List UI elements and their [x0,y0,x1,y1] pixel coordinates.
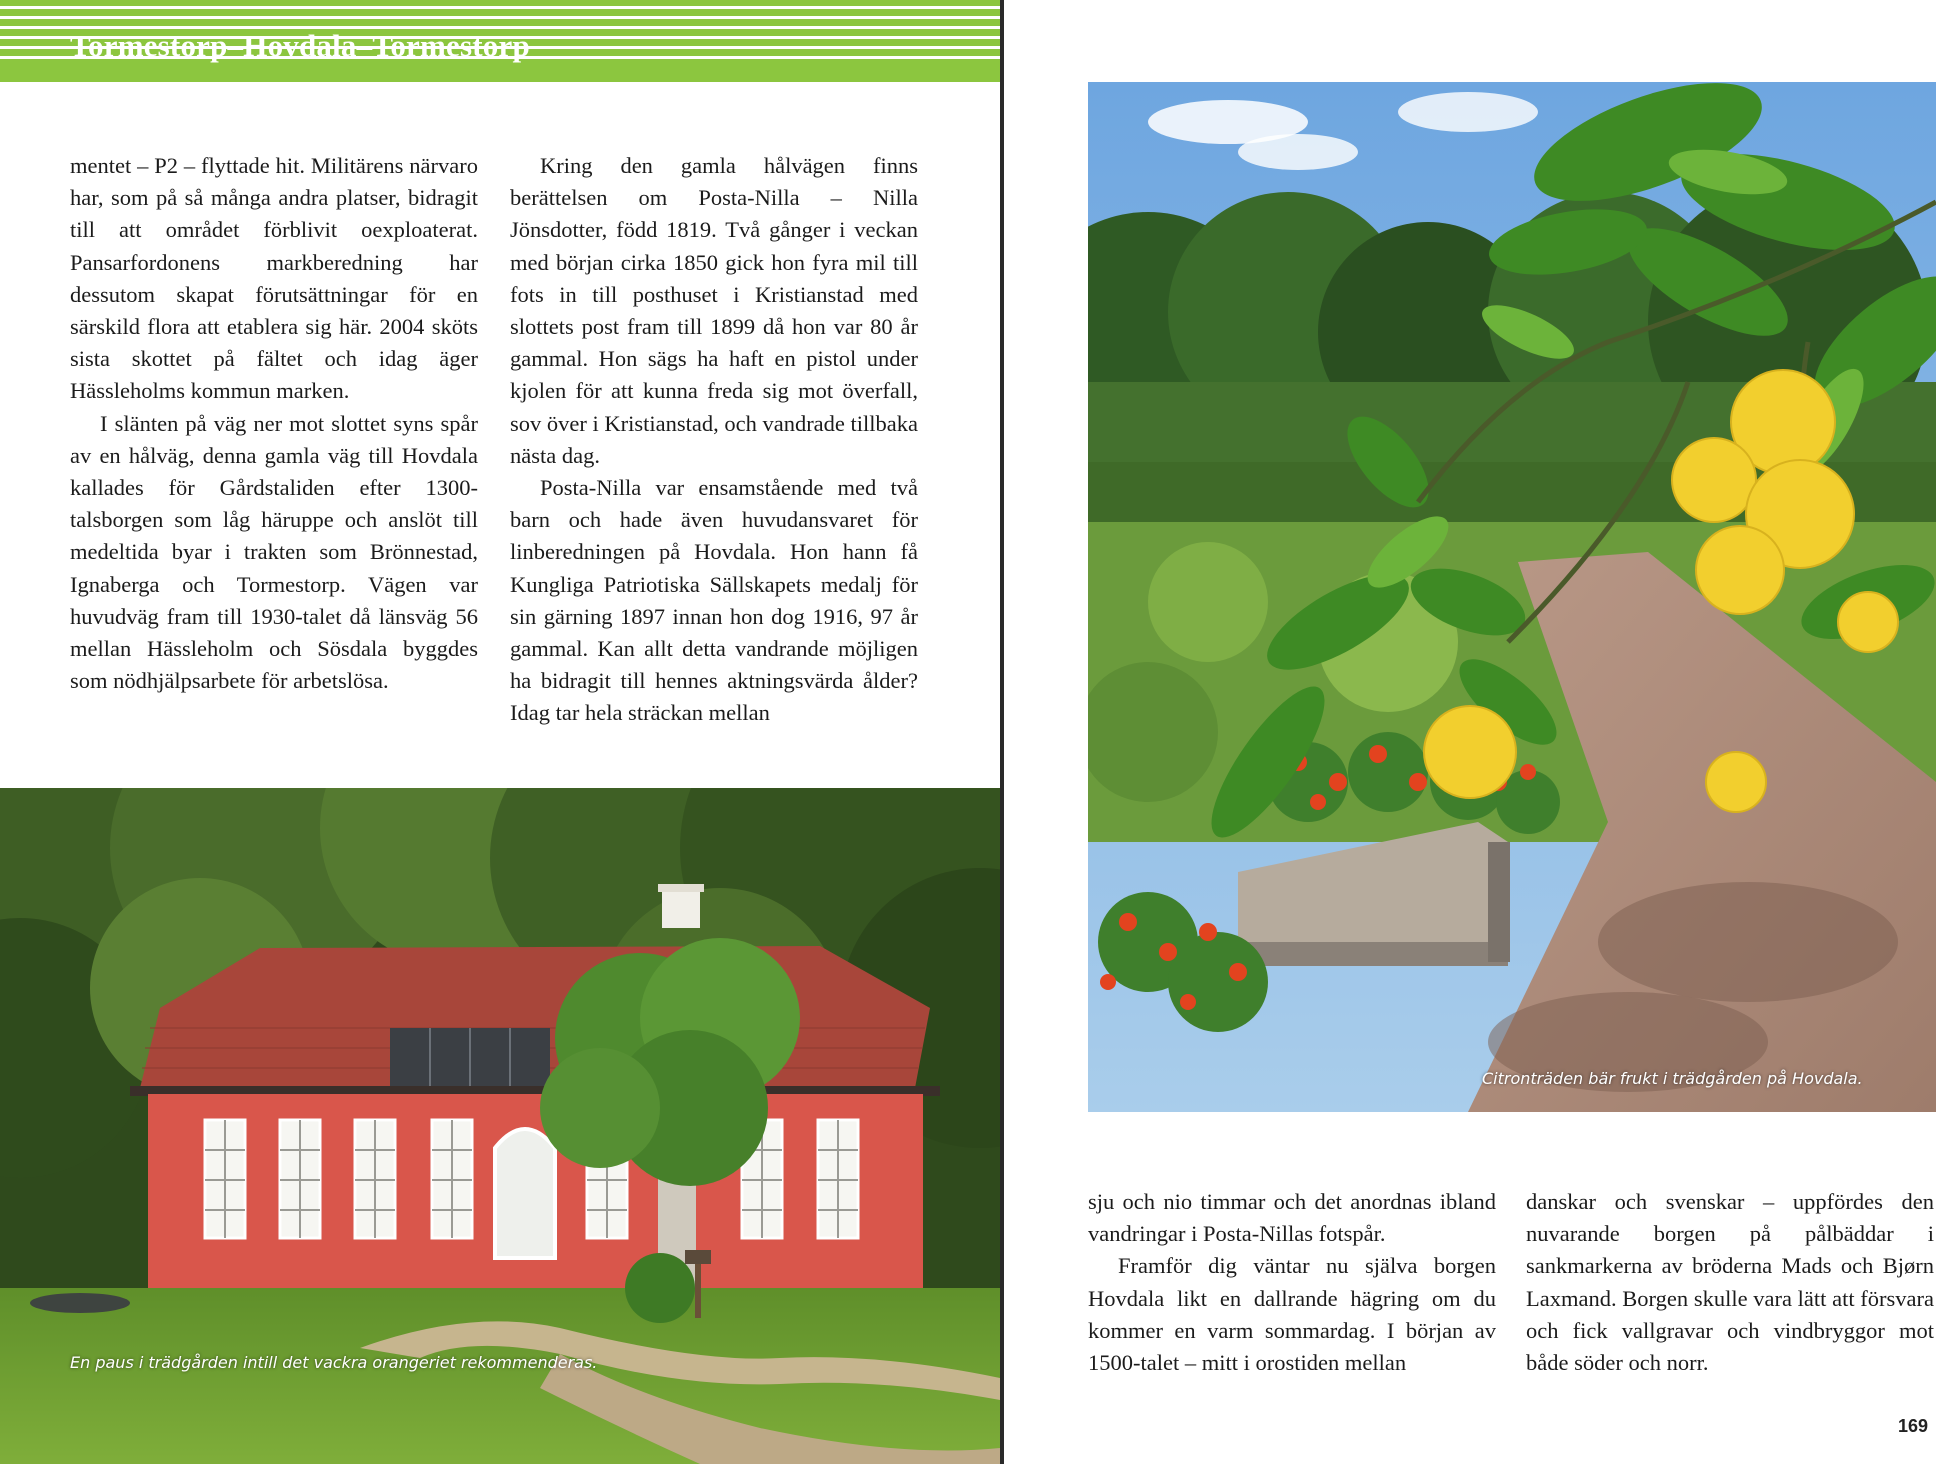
header-stripe [0,6,1000,9]
text-column-left-2 [510,150,918,730]
paragraph: sju och nio timmar och det anordnas ibland vandringar i Posta-Nillas fotspår. [1088,1189,1496,1247]
text-column-left-1 [70,150,478,697]
paragraph: Framför dig väntar nu själva borgen Hovdala likt en dallrande hägring om du kommer en varm sommardag. I början av 1500-talet – mitt i orostiden mellan [1088,1253,1496,1376]
header-band [0,0,1000,82]
running-title: Tormestorp–Hovdala–Tormestorp [70,28,530,63]
right-page [1004,0,1950,1464]
text-column-right-2 [1526,1186,1934,1379]
photo-caption-lemon: Citronträden bär frukt i trädgården på Hovdala. [1482,1069,1863,1088]
paragraph: mentet – P2 – flyttade hit. Militärens närvaro har, som på så många andra platser, bidragit till att området förblivit oexploaterat. Pansarfordonens markberedning har dessutom skapat förutsättningar för en särskild flora att etablera sig här. 2004 sköts sista skottet på fältet och idag äger Hässleholms kommun marken. [70,153,478,404]
lemon-tree-photo [1088,82,1936,1112]
paragraph: I slänten på väg ner mot slottet syns spår av en hålväg, denna gamla väg till Hovdala kallades för Gårdstaliden efter 1300-talsborgen som låg häruppe och anslöt till medeltida byar i trakten som Brönnestad, Ignaberga och Tormestorp. Vägen var huvudväg fram till 1930-talet då länsväg 56 mellan Hässleholm och Sösdala byggdes som nödhjälpsarbete för arbetslösa. [70,410,478,694]
paragraph: Kring den gamla hålvägen finns berättelsen om Posta-Nilla – Nilla Jönsdotter, född 1819. Två gånger i veckan med början cirka 1850 gick hon fyra mil till fots in till posthuset i Kristianstad med slottets post fram till 1899 då hon var 80 år gammal. Hon sägs ha haft en pistol under kjolen för att kunna freda sig mot överfall, sov över i Kristianstad, och vandrade tillbaka nästa dag. [510,153,919,468]
page-number: 169 [1897,1416,1928,1436]
paragraph: danskar och svenskar – uppfördes den nuvarande borgen på pålbäddar i sankmarkerna av bröderna Mads och Bjørn Laxmand. Borgen skulle vara lätt att försvara och fick vallgravar och vindbryggor mot både söder och norr. [1526,1189,1934,1376]
orangery-photo [0,788,1000,1464]
text-column-right-1 [1088,1186,1496,1379]
photo-caption-orangery: En paus i trädgården intill det vackra orangeriet rekommenderas. [70,1353,598,1372]
paragraph: Posta-Nilla var ensamstående med två barn och hade även huvudansvaret för linberedningen på Hovdala. Hon hann få Kungliga Patriotiska Sällskapets medalj för sin gärning 1897 innan hon dog 1916, 97 år gammal. Kan allt detta vandrande möjligen ha bidragit till hennes aktningsvärda ålder? Idag tar hela sträckan mellan [510,475,918,726]
header-stripe [0,16,1000,19]
